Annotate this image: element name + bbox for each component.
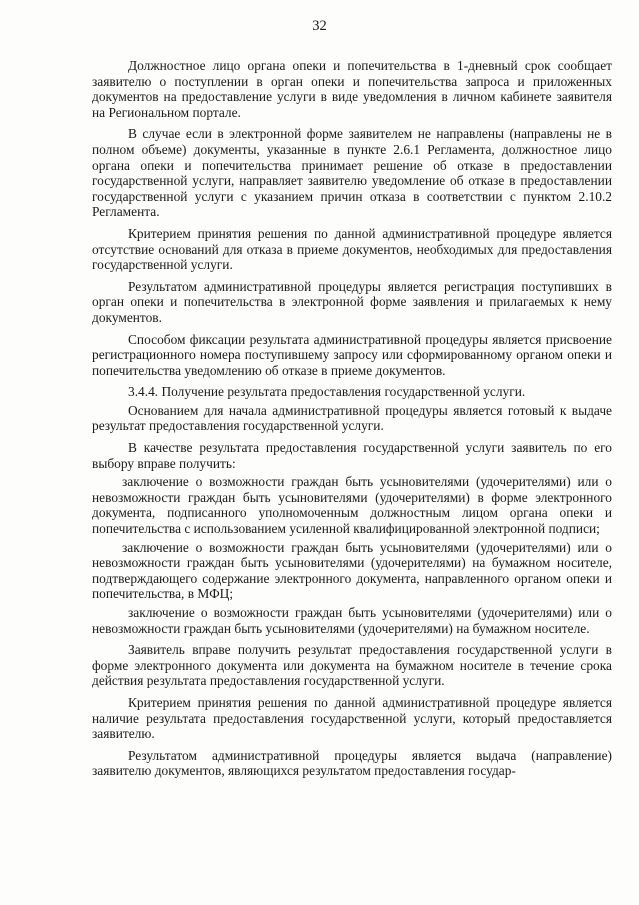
paragraph-result-issuance: Результатом административной процедуры является выдача (направление) заявителю документов, являющихся результатом предоставления государ- [92,747,612,779]
list-item-paper: заключение о возможности граждан быть усыновителями (удочерителями) или о невозможности граждан быть усыновителями (удочерителями) на бумажном носителе. [92,605,612,636]
paragraph-refusal: В случае если в электронной форме заявителем не направлены (направлены не в полном объеме) документы, указанные в пункте 2.6.1 Регламента, должностное лицо органа опеки и попечительства принимает решение об отказе в предоставлении государственной услуги, направляет заявителю уведомление об отказе в предоставлении государственной услуги с указанием причин отказа в соответствии с пунктом 2.10.2 Регламента. [92,126,612,220]
paragraph-criterion-acceptance: Критерием принятия решения по данной административной процедуре является отсутствие оснований для отказа в приеме документов, необходимых для предоставления государственной услуги. [92,225,612,273]
paragraph-receive-right: Заявитель вправе получить результат предоставления государственной услуги в форме электронного документа или документа на бумажном носителе в течение срока действия результата предоставления государственной услуги. [92,642,612,689]
document-body [92,58,612,785]
paragraph-basis: Основанием для начала административной процедуры является готовый к выдаче результат предоставления государственной услуги. [92,402,612,434]
page-number: 32 [312,18,327,34]
paragraph-fixation-method: Способом фиксации результата административной процедуры является присвоение регистрационного номера поступившему запросу или сформированному органом опеки и попечительства уведомлению об отказе в приеме документов. [92,331,612,378]
paragraph-notification: Должностное лицо органа опеки и попечительства в 1-дневный срок сообщает заявителю о поступлении в орган опеки и попечительства запроса и приложенных документов на предоставление услуги в виде уведомления в личном кабинете заявителя на Региональном портале. [92,58,612,120]
paragraph-result-options: В качестве результата предоставления государственной услуги заявитель по его выбору вправе получить: [92,440,612,471]
paragraph-criterion-result: Критерием принятия решения по данной административной процедуре является наличие результата предоставления государственной услуги, который предоставляется заявителю. [92,694,612,742]
list-item-electronic: заключение о возможности граждан быть усыновителями (удочерителями) или о невозможности граждан быть усыновителями (удочерителями) в форме электронного документа, подписанного уполномоченным должностным лицом органа опеки и попечительства с использованием усиленной квалифицированной электронной подписи; [92,474,612,537]
section-heading-3-4-4: 3.4.4. Получение результата предоставления государственной услуги. [128,384,526,400]
paragraph-result-registration: Результатом административной процедуры является регистрация поступивших в орган опеки и попечительства в электронной форме заявления и прилагаемых к нему документов. [92,278,612,325]
list-item-paper-mfc: заключение о возможности граждан быть усыновителями (удочерителями) или о невозможности граждан быть усыновителями (удочерителями) на бумажном носителе, подтверждающего содержание электронного документа, направленного органом опеки и попечительства, в МФЦ; [92,539,612,602]
